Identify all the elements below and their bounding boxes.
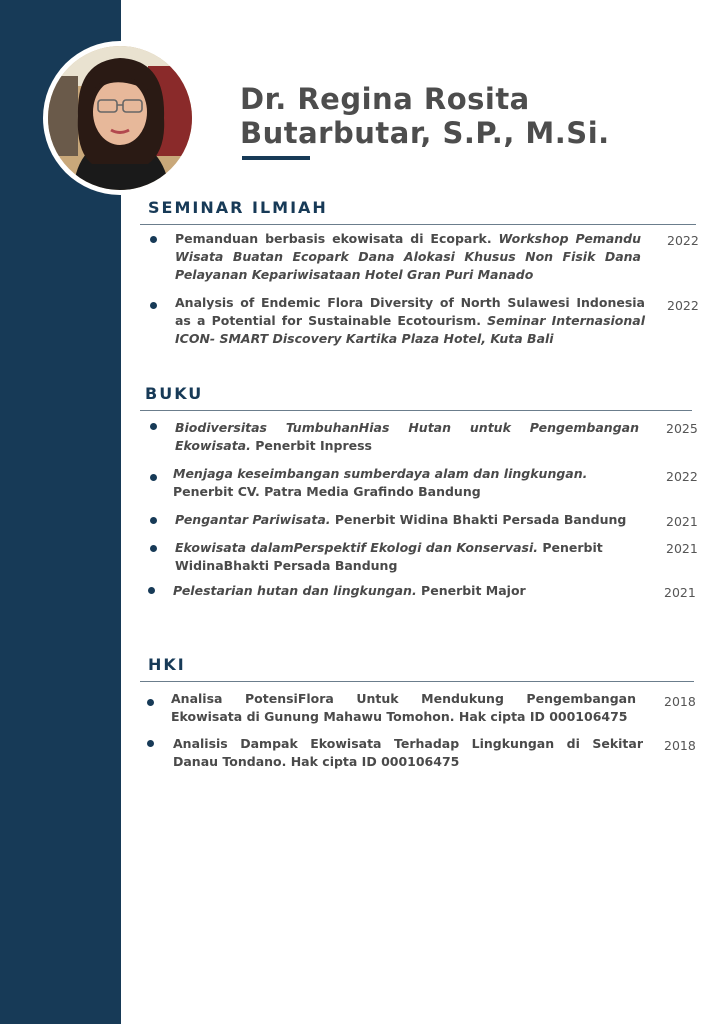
bullet-icon [150,474,157,481]
book-title: Pelestarian hutan dan lingkungan. [173,583,417,598]
book-publisher: Penerbit WidinaBhakti Persada Bandung [175,540,603,573]
bullet-icon [150,517,157,524]
hki-text: Analisis Dampak Ekowisata Terhadap Lingkungan di Sekitar Danau Tondano. Hak cipta ID 000106475 [173,736,643,769]
bullet-icon [150,423,157,430]
section-title-buku: BUKU [145,384,204,403]
item-year: 2022 [667,298,699,313]
item-year: 2021 [664,585,696,600]
item-year: 2022 [666,469,698,484]
item-year: 2018 [664,694,696,709]
hki-text: Analisa PotensiFlora Untuk Mendukung Pengembangan Ekowisata di Gunung Mahawu Tomohon. Hak cipta ID 000106475 [171,691,636,724]
list-item [175,419,639,457]
list-item [175,511,645,531]
item-year: 2021 [666,514,698,529]
section-divider [140,681,694,682]
list-item [173,465,643,503]
profile-photo-image [48,46,192,190]
bullet-icon [147,699,154,706]
bullet-icon [150,302,157,309]
name-line-1: Dr. Regina Rosita [240,82,530,116]
book-title: Biodiversitas TumbuhanHias Hutan untuk Pengembangan Ekowisata. [175,420,639,453]
list-item [175,539,645,577]
list-item [175,230,641,286]
name-line-2: Butarbutar, S.P., M.Si. [240,116,610,150]
list-item [175,294,645,350]
item-venue: Workshop Pemandu Wisata Buatan Ecopark Dana Alokasi Khusus Non Fisik Dana Pelayanan Kepariwisataan Hotel Gran Puri Manado [175,231,641,282]
section-title-hki: HKI [148,655,186,674]
item-year: 2022 [667,233,699,248]
profile-photo [43,41,197,195]
item-text: Analysis of Endemic Flora Diversity of North Sulawesi Indonesia as a Potential for Sustainable Ecotourism. [175,295,645,328]
bullet-icon [148,587,155,594]
section-divider [140,224,696,225]
list-item [173,582,643,602]
bullet-icon [150,545,157,552]
bullet-icon [150,236,157,243]
bullet-icon [147,740,154,747]
item-text: Pemanduan berbasis ekowisata di Ecopark. [175,231,499,246]
item-venue: Seminar Internasional ICON- SMART Discovery Kartika Plaza Hotel, Kuta Bali [175,313,645,346]
item-year: 2018 [664,738,696,753]
list-item [171,690,636,728]
book-title: Pengantar Pariwisata. [175,512,331,527]
book-title: Ekowisata dalamPerspektif Ekologi dan Konservasi. [175,540,539,555]
book-publisher: Penerbit Widina Bhakti Persada Bandung [330,512,627,527]
book-publisher: Penerbit Inpress [250,438,372,453]
item-year: 2021 [666,541,698,556]
book-publisher: Penerbit Major [416,583,526,598]
section-title-seminar: SEMINAR ILMIAH [148,198,328,217]
list-item [173,735,643,773]
name-underline [242,156,310,160]
item-year: 2025 [666,421,698,436]
book-publisher: Penerbit CV. Patra Media Grafindo Bandung [173,484,481,499]
person-name [240,82,610,150]
section-divider [140,410,692,411]
book-title: Menjaga keseimbangan sumberdaya alam dan lingkungan. [173,466,588,481]
